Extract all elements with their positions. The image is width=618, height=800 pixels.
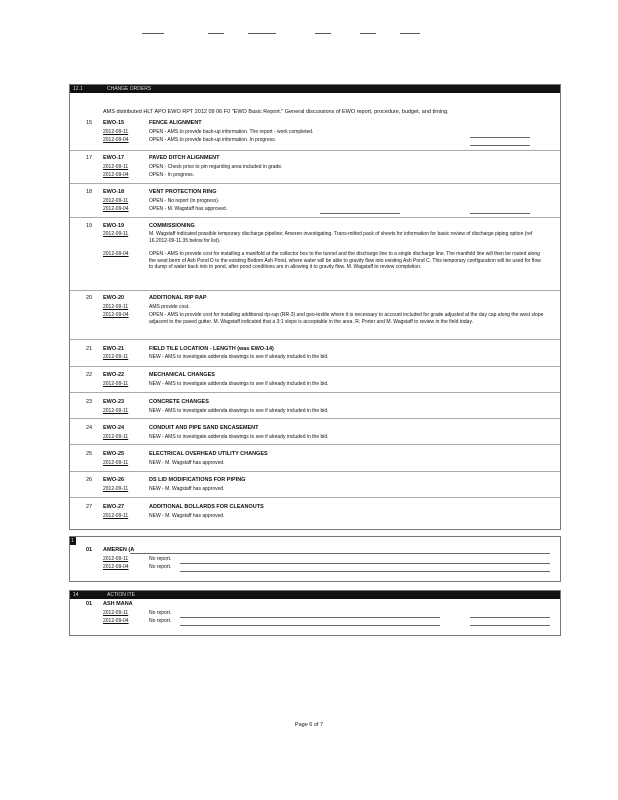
item-title: FENCE ALIGNMENT: [149, 120, 202, 126]
section-title: ACTION ITE: [107, 592, 136, 598]
page-footer: Page 6 of 7: [294, 722, 324, 728]
item-number: 21: [86, 346, 93, 352]
row-date: 2012-09-04: [103, 206, 129, 212]
item-code: EWO-23: [103, 399, 125, 405]
row-date: 2012-09-11: [103, 556, 129, 562]
item-number: 25: [86, 451, 93, 457]
section-number: 12.1: [73, 86, 83, 92]
item-number: 01: [86, 601, 93, 607]
item-title: MECHANICAL CHANGES: [149, 372, 215, 378]
row-date: 2012-09-04: [103, 564, 129, 570]
item-number: 23: [86, 399, 93, 405]
item-title: DS LID MODIFICATIONS FOR PIPING: [149, 477, 246, 483]
item-title: ELECTRICAL OVERHEAD UTILITY CHANGES: [149, 451, 268, 457]
ameren-section: [69, 536, 561, 582]
row-text: NEW - AMS to investigate addenda drawings to see if already included in the bid.: [149, 408, 329, 414]
row-text: OPEN - AMS to provide back-up information. In progress.: [149, 137, 276, 143]
item-number: 01: [86, 547, 93, 553]
row-date: 2012-09-11: [103, 129, 129, 135]
row-date: 2012-09-04: [103, 137, 129, 143]
row-text: NEW - M. Wagstaff has approved.: [149, 460, 225, 466]
item-separator: [70, 183, 560, 184]
row-date: 2012-09-11: [103, 460, 129, 466]
item-code: EWO-21: [103, 346, 125, 352]
section-title: CHANGE ORDERS: [107, 86, 152, 92]
row-text: OPEN - M. Wagstaff has approved.: [149, 206, 228, 212]
item-separator: [70, 418, 560, 419]
item-number: 15: [86, 120, 93, 126]
item-title: ADDITIONAL BOLLARDS FOR CLEANOUTS: [149, 504, 264, 510]
header-rule: [315, 33, 331, 34]
row-date: 2012-09-11: [103, 381, 129, 387]
item-separator: [70, 471, 560, 472]
section-number: 1: [71, 538, 74, 544]
row-date: 2012-09-11: [103, 408, 129, 414]
item-number: 22: [86, 372, 93, 378]
item-code: EWO-20: [103, 295, 125, 301]
item-code: EWO-15: [103, 120, 125, 126]
item-title: CONCRETE CHANGES: [149, 399, 209, 405]
row-rule: [180, 563, 550, 564]
item-separator: [70, 339, 560, 340]
row-date: 2012-09-04: [103, 312, 129, 318]
item-title: PAVED DITCH ALIGNMENT: [149, 155, 220, 161]
item-title: ASH MANA: [103, 601, 133, 607]
row-date: 2012-09-11: [103, 164, 129, 170]
row-text: NEW - M. Wagstaff has approved.: [149, 513, 225, 519]
item-code: EWO-17: [103, 155, 125, 161]
item-separator: [70, 392, 560, 393]
item-number: 17: [86, 155, 93, 161]
item-number: 26: [86, 477, 93, 483]
row-text: NEW - AMS to investigate addenda drawings to see if already included in the bid.: [149, 434, 329, 440]
section-number: 14: [73, 592, 79, 598]
section-intro: AMS distributed HLT APO EWO RPT 2012 09 06 F0 "EWO Basic Report." General discussions of EWO report, procedure, budget, and timing.: [103, 109, 449, 115]
item-title: AMEREN (A: [103, 547, 135, 553]
item-title: FIELD TILE LOCATION - LENGTH (was EWO-14): [149, 346, 274, 352]
row-rule: [130, 553, 550, 554]
row-text: NEW - AMS to investigate addenda drawings to see if already included in the bid.: [149, 354, 329, 360]
row-rule: [320, 213, 400, 214]
item-title: ADDITIONAL RIP RAP: [149, 295, 207, 301]
row-date: 2012-09-11: [103, 610, 129, 616]
row-date: 2012-09-11: [103, 304, 129, 310]
item-code: EWO-26: [103, 477, 125, 483]
item-separator: [70, 497, 560, 498]
item-number: 24: [86, 425, 93, 431]
row-text: No report.: [149, 556, 172, 562]
item-number: 18: [86, 189, 93, 195]
row-rule: [470, 213, 530, 214]
item-code: EWO-18: [103, 189, 125, 195]
item-number: 27: [86, 504, 93, 510]
row-text: NEW - M. Wagstaff has approved.: [149, 486, 225, 492]
item-code: EWO-27: [103, 504, 125, 510]
row-date: 2012-09-11: [103, 486, 129, 492]
item-separator: [70, 217, 560, 218]
item-title: COMMISSIONING: [149, 223, 195, 229]
row-text: No report.: [149, 610, 172, 616]
item-code: EWO-25: [103, 451, 125, 457]
row-text: OPEN - No report (in progress).: [149, 198, 220, 204]
header-rule: [360, 33, 376, 34]
item-separator: [70, 444, 560, 445]
row-date: 2012-09-11: [103, 513, 129, 519]
row-rule: [470, 625, 550, 626]
item-separator: [70, 290, 560, 291]
row-rule: [470, 137, 530, 138]
row-date: 2012-09-04: [103, 172, 129, 178]
header-rule: [400, 33, 420, 34]
row-rule: [470, 617, 550, 618]
item-separator: [70, 150, 560, 151]
header-rule: [248, 33, 276, 34]
row-date: 2012-09-04: [103, 618, 129, 624]
header-rule: [142, 33, 164, 34]
item-title: VENT PROTECTION RING: [149, 189, 217, 195]
item-separator: [70, 366, 560, 367]
row-text: OPEN - In progress.: [149, 172, 195, 178]
row-text: M. Wagstaff indicated possible temporary discharge pipeline; Ameren investigating. Trans-mitted pack of sheets for information for basic review of discharge piping option (ref 16.2012-09-11.35 below for list).: [149, 231, 533, 244]
row-text: No report.: [149, 618, 172, 624]
row-rule: [180, 617, 440, 618]
item-number: 19: [86, 223, 93, 229]
row-date: 2012-09-11: [103, 434, 129, 440]
row-text: No report.: [149, 564, 172, 570]
header-rule: [208, 33, 224, 34]
row-rule: [180, 625, 440, 626]
action-items-section: [69, 590, 561, 636]
row-text: AMS provide cost.: [149, 304, 190, 310]
row-text: OPEN - AMS to provide cost for installing additional rip-rap (RR-3) and geo-textile where it is necessary to account included for grade adjusted at the day cap along the west slope adjacent to the paved gutter. M. Wagstaff indicated that a 3:1 slope is acceptable in the area. R. Porter and M. Wagstaff to review in the field today.: [149, 312, 544, 325]
item-title: CONDUIT AND PIPE SAND ENCASEMENT: [149, 425, 259, 431]
item-code: EWO-19: [103, 223, 125, 229]
row-text: OPEN - Check price to pin regarding area included in grade.: [149, 164, 283, 170]
section-header-bar: [70, 85, 560, 93]
item-number: 20: [86, 295, 93, 301]
row-text: NEW - AMS to investigate addenda drawings to see if already included in the bid.: [149, 381, 329, 387]
item-code: EWO-22: [103, 372, 125, 378]
row-date: 2012-09-11: [103, 354, 129, 360]
row-rule: [180, 571, 550, 572]
item-code: EWO-24: [103, 425, 125, 431]
row-date: 2012-09-11: [103, 198, 129, 204]
section-header-bar: [70, 591, 560, 599]
row-date: 2012-09-11: [103, 231, 129, 237]
row-date: 2012-09-04: [103, 251, 129, 257]
row-rule: [470, 145, 530, 146]
row-text: OPEN - AMS to provide cost for installing a manifold at the collector box to the tunnel and the discharge line to a single discharge line. The manifold line will then be routed along the west berm of Ash Pond D to the existing Bottom Ash Pond, where water will be able to gravity flow into existing Ash Pond C. This temporary configuration will be used for flow to dump of water back into to pond, after pond conditions are in allowing it to gravity flow. M. Wagstaff to review completion.: [149, 251, 541, 271]
change-orders-section: [69, 84, 561, 530]
row-text: OPEN - AMS to provide back-up information. The report - work completed.: [149, 129, 314, 135]
